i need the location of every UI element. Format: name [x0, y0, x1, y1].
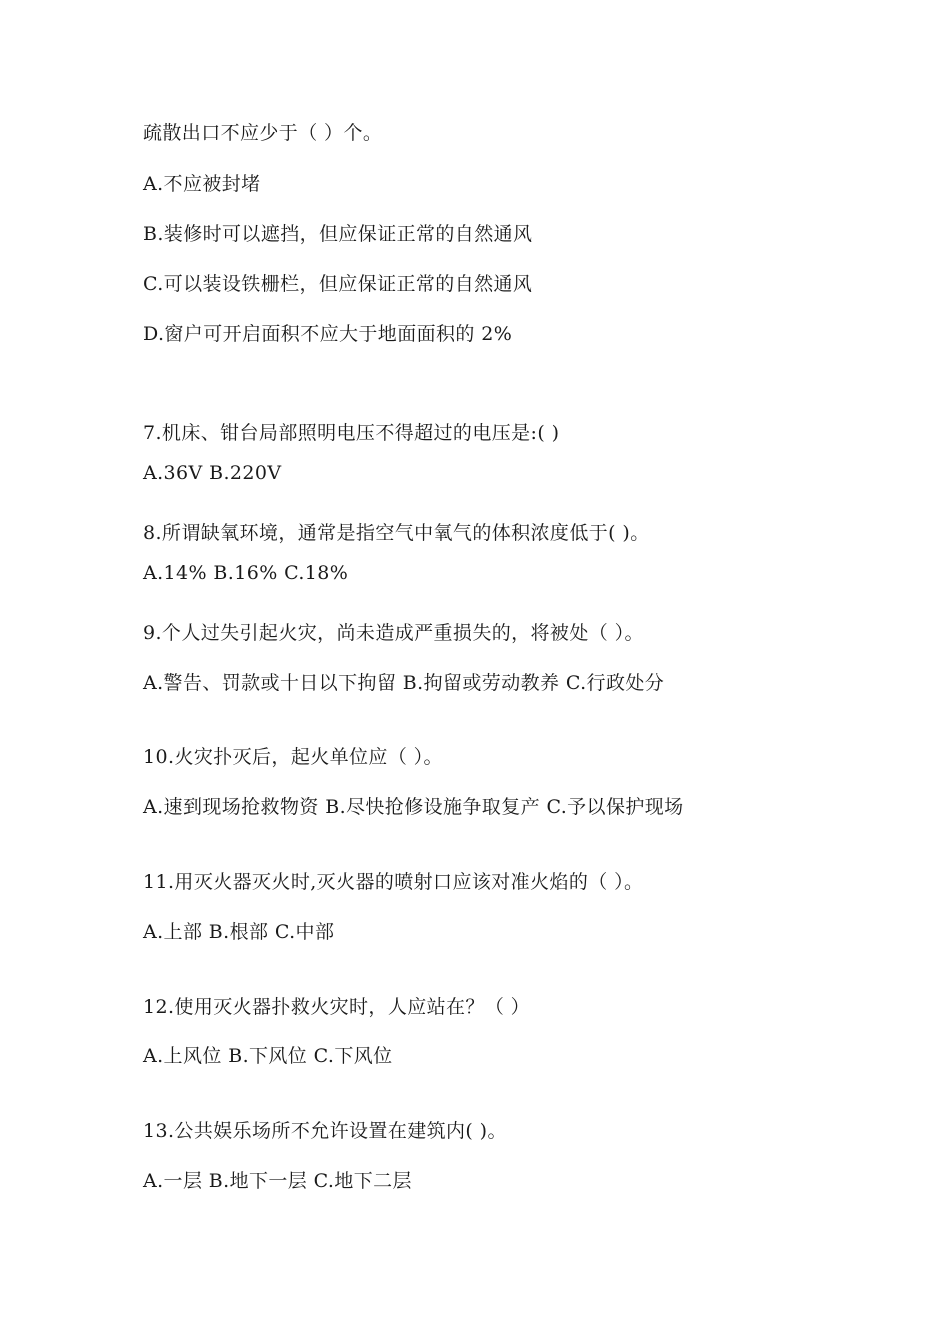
question-7-options: A.36V B.220V [143, 462, 282, 484]
question-12: 12.使用灭火器扑救火灾时，人应站在？（ ） [143, 996, 531, 1018]
answer-option-b: B.装修时可以遮挡，但应保证正常的自然通风 [143, 223, 533, 245]
question-11: 11.用灭火器灭火时,灭火器的喷射口应该对准火焰的（ ）。 [143, 871, 644, 893]
answer-option-d: D.窗户可开启面积不应大于地面面积的 2% [143, 323, 513, 345]
question-12-options: A.上风位 B.下风位 C.下风位 [143, 1045, 393, 1067]
question-13: 13.公共娱乐场所不允许设置在建筑内( )。 [143, 1120, 507, 1142]
question-9-options: A.警告、罚款或十日以下拘留 B.拘留或劳动教养 C.行政处分 [143, 672, 665, 694]
question-8: 8.所谓缺氧环境，通常是指空气中氧气的体积浓度低于( )。 [143, 522, 650, 544]
question-10-options: A.速到现场抢救物资 B.尽快抢修设施争取复产 C.予以保护现场 [143, 796, 684, 818]
answer-option-c: C.可以装设铁栅栏，但应保证正常的自然通风 [143, 273, 533, 295]
question-10: 10.火灾扑灭后，起火单位应（ ）。 [143, 746, 443, 768]
question-13-options: A.一层 B.地下一层 C.地下二层 [143, 1170, 412, 1192]
answer-option-a: A.不应被封堵 [143, 173, 261, 195]
question-7: 7.机床、钳台局部照明电压不得超过的电压是:( ) [143, 422, 560, 444]
question-11-options: A.上部 B.根部 C.中部 [143, 921, 335, 943]
question-text-line: 疏散出口不应少于（ ）个。 [143, 122, 383, 144]
question-8-options: A.14% B.16% C.18% [143, 562, 349, 584]
question-9: 9.个人过失引起火灾，尚未造成严重损失的，将被处（ ）。 [143, 622, 644, 644]
